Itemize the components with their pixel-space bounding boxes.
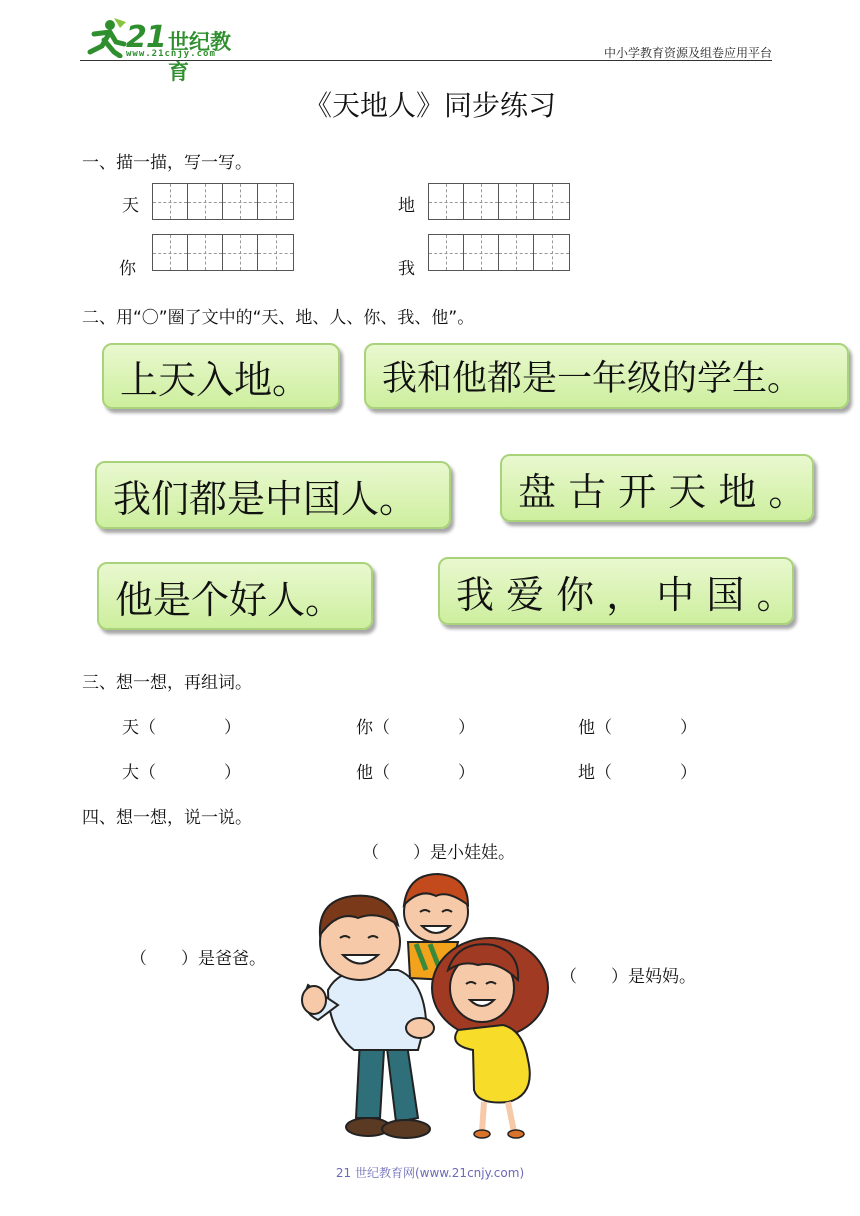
logo-number: 21 (126, 20, 166, 55)
trace-char: 地 (398, 196, 415, 216)
trace-char: 天 (122, 196, 139, 216)
footer-credit: 21 世纪教育网(www.21cnjy.com) (335, 1166, 525, 1180)
writing-grid[interactable] (152, 234, 294, 271)
writing-grid[interactable] (428, 234, 570, 271)
site-logo (80, 16, 250, 84)
sentence-card[interactable]: 上天入地。 (102, 343, 340, 409)
section1-heading: 一、描一描，写一写。 (82, 153, 252, 173)
dad-blank[interactable]: （ ）是爸爸。 (130, 949, 266, 969)
page-title: 《天地人》同步练习 (303, 89, 556, 122)
trace-char: 我 (398, 259, 415, 279)
sentence-card[interactable]: 我和他都是一年级的学生。 (364, 343, 849, 409)
word-blank[interactable]: 他（ ） (578, 718, 697, 738)
word-blank[interactable]: 他（ ） (356, 763, 475, 783)
logo-url: www.21cnjy.com (126, 49, 216, 59)
writing-grid[interactable] (428, 183, 570, 220)
word-blank[interactable]: 地（ ） (578, 763, 697, 783)
family-illustration (298, 870, 560, 1145)
sentence-card[interactable]: 我们都是中国人。 (95, 461, 451, 529)
platform-tagline: 中小学教育资源及组卷应用平台 (603, 46, 772, 60)
mom-blank[interactable]: （ ）是妈妈。 (560, 967, 696, 987)
writing-grid[interactable] (152, 183, 294, 220)
word-blank[interactable]: 天（ ） (122, 718, 241, 738)
section3-heading: 三、想一想，再组词。 (82, 673, 252, 693)
sentence-card[interactable]: 盘 古 开 天 地 。 (500, 454, 814, 522)
word-blank[interactable]: 大（ ） (122, 763, 241, 783)
sentence-card[interactable]: 他是个好人。 (97, 562, 373, 630)
word-blank[interactable]: 你（ ） (356, 718, 475, 738)
section4-heading: 四、想一想，说一说。 (82, 808, 252, 828)
trace-char: 你 (119, 259, 136, 279)
baby-blank[interactable]: （ ）是小娃娃。 (362, 843, 515, 863)
section2-heading: 二、用“〇”圈了文中的“天、地、人、你、我、他”。 (82, 308, 475, 328)
sentence-card[interactable]: 我 爱 你 ， 中 国 。 (438, 557, 794, 625)
logo-text: 世纪教育 (168, 30, 231, 84)
runner-icon (80, 18, 128, 58)
header-divider (80, 60, 772, 61)
